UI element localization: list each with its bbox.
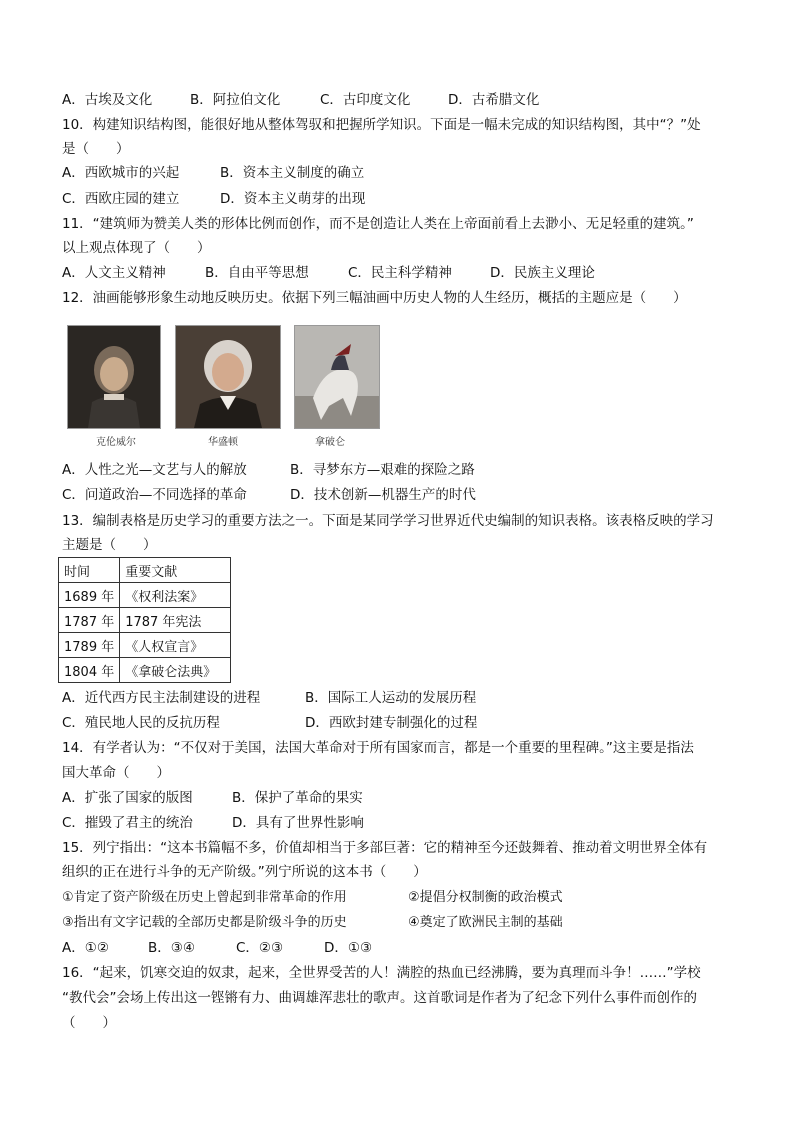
q14-option-a: A．扩张了国家的版图: [62, 790, 193, 806]
cromwell-portrait: [67, 325, 161, 429]
q13-option-b: B．国际工人运动的发展历程: [305, 690, 477, 706]
table-cell-year: 1804 年: [59, 658, 120, 683]
q11-stem-line1: 11．“建筑师为赞美人类的形体比例而创作，而不是创造让人类在上帝面前看上去渺小、无足轻重的建筑。”: [62, 216, 694, 232]
q15-option-d: D．①③: [324, 940, 373, 956]
q10-option-b: B．资本主义制度的确立: [220, 165, 365, 181]
q15-statement-3: ③指出有文字记载的全部历史都是阶级斗争的历史: [62, 915, 347, 930]
table-cell-document: 1787 年宪法: [120, 608, 231, 633]
q15-statement-4: ④奠定了欧洲民主制的基础: [408, 915, 563, 930]
table-cell-document: 《权利法案》: [120, 583, 231, 608]
table-cell-year: 1787 年: [59, 608, 120, 633]
q12-stem-line1: 12．油画能够形象生动地反映历史。依据下列三幅油画中历史人物的人生经历，概括的主题应是（ ）: [62, 290, 687, 306]
q9-option-b: B．阿拉伯文化: [190, 92, 281, 108]
q13-option-d: D．西欧封建专制强化的过程: [305, 715, 478, 731]
q15-option-c: C．②③: [236, 940, 284, 956]
q10-option-a: A．西欧城市的兴起: [62, 165, 180, 181]
q10-stem-line2: 是（ ）: [62, 141, 130, 157]
q12-option-a: A．人性之光—文艺与人的解放: [62, 462, 247, 478]
table-row: [59, 608, 231, 633]
table-row: [59, 658, 231, 683]
q14-option-c: C．摧毁了君主的统治: [62, 815, 193, 831]
q9-option-c: C．古印度文化: [320, 92, 411, 108]
q11-option-b: B．自由平等思想: [205, 265, 309, 281]
q13-stem-line2: 主题是（ ）: [62, 537, 157, 553]
table-row: [59, 633, 231, 658]
q15-option-a: A．①②: [62, 940, 109, 956]
q11-option-c: C．民主科学精神: [348, 265, 452, 281]
q15-statement-1: ①肯定了资产阶级在历史上曾起到非常革命的作用: [62, 890, 347, 905]
knowledge-table: [58, 557, 231, 683]
napoleon-caption: 拿破仑: [315, 437, 345, 448]
q14-stem-line2: 国大革命（ ）: [62, 765, 170, 781]
washington-portrait: [175, 325, 281, 429]
q16-stem-line3: （ ）: [62, 1015, 116, 1031]
q11-option-d: D．民族主义理论: [490, 265, 595, 281]
q12-option-b: B．寻梦东方—艰难的探险之路: [290, 462, 475, 478]
q15-statement-2: ②提倡分权制衡的政治模式: [408, 890, 563, 905]
table-cell-year: 1689 年: [59, 583, 120, 608]
table-header-time: 时间: [59, 558, 120, 583]
table-header-document: 重要文献: [120, 558, 231, 583]
q15-stem-line2: 组织的正在进行斗争的无产阶级。”列宁所说的这本书（ ）: [62, 864, 427, 880]
q13-option-a: A．近代西方民主法制建设的进程: [62, 690, 261, 706]
q12-option-d: D．技术创新—机器生产的时代: [290, 487, 476, 503]
q9-option-a: A．古埃及文化: [62, 92, 153, 108]
q16-stem-line1: 16．“起来，饥寒交迫的奴隶，起来，全世界受苦的人！满腔的热血已经沸腾，要为真理而斗争！……”学校: [62, 965, 701, 981]
washington-caption: 华盛顿: [208, 437, 238, 448]
table-cell-document: 《人权宣言》: [120, 633, 231, 658]
q15-option-b: B．③④: [148, 940, 195, 956]
q13-stem-line1: 13．编制表格是历史学习的重要方法之一。下面是某同学学习世界近代史编制的知识表格。该表格反映的学习: [62, 513, 714, 529]
q12-option-c: C．问道政治—不同选择的革命: [62, 487, 247, 503]
q14-option-b: B．保护了革命的果实: [232, 790, 363, 806]
table-cell-document: 《拿破仑法典》: [120, 658, 231, 683]
table-header-row: [59, 558, 231, 583]
q11-stem-line2: 以上观点体现了（ ）: [62, 240, 211, 256]
q14-stem-line1: 14．有学者认为：“不仅对于美国，法国大革命对于所有国家而言，都是一个重要的里程碑。”这主要是指法: [62, 740, 694, 756]
q14-option-d: D．具有了世界性影响: [232, 815, 364, 831]
napoleon-painting: [294, 325, 380, 429]
q11-option-a: A．人文主义精神: [62, 265, 166, 281]
table-row: [59, 583, 231, 608]
q9-option-d: D．古希腊文化: [448, 92, 540, 108]
q15-stem-line1: 15．列宁指出：“这本书篇幅不多，价值却相当于多部巨著：它的精神至今还鼓舞着、推动着文明世界全体有: [62, 840, 708, 856]
q16-stem-line2: “教代会”会场上传出这一铿锵有力、曲调雄浑悲壮的歌声。这首歌词是作者为了纪念下列什么事件而创作的: [62, 990, 697, 1006]
q13-option-c: C．殖民地人民的反抗历程: [62, 715, 220, 731]
q10-stem-line1: 10．构建知识结构图，能很好地从整体驾驭和把握所学知识。下面是一幅未完成的知识结构图，其中“？”处: [62, 117, 701, 133]
q10-option-c: C．西欧庄园的建立: [62, 191, 180, 207]
cromwell-caption: 克伦威尔: [96, 437, 136, 448]
q10-option-d: D．资本主义萌芽的出现: [220, 191, 366, 207]
table-cell-year: 1789 年: [59, 633, 120, 658]
